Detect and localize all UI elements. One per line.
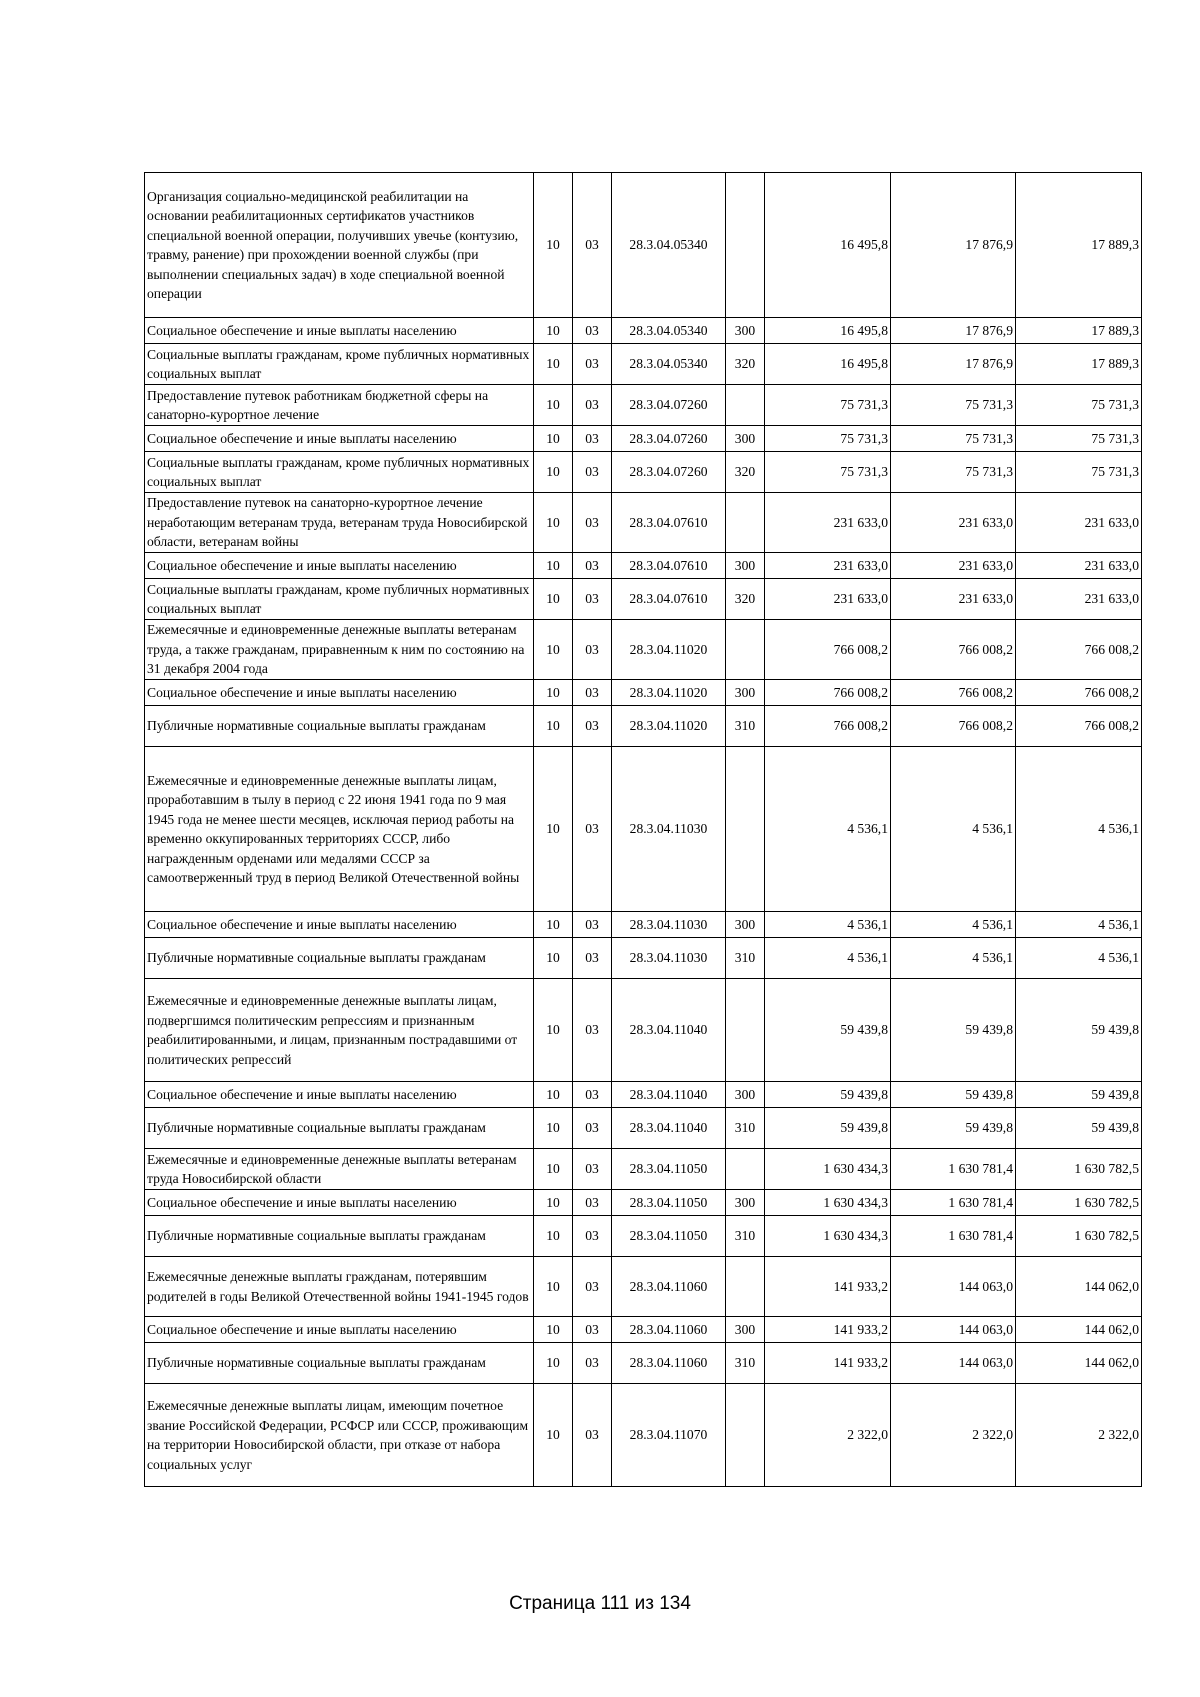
cell-target-article: 28.3.04.11020: [612, 620, 726, 680]
cell-target-article: 28.3.04.11020: [612, 706, 726, 747]
cell-subsection: 03: [573, 385, 612, 426]
cell-amount-1: 75 731,3: [765, 452, 891, 493]
cell-section: 10: [534, 344, 573, 385]
cell-amount-1: 141 933,2: [765, 1257, 891, 1317]
cell-target-article: 28.3.04.05340: [612, 318, 726, 344]
cell-subsection: 03: [573, 979, 612, 1082]
cell-expense-type: 310: [726, 1216, 765, 1257]
cell-section: 10: [534, 1317, 573, 1343]
cell-name: Предоставление путевок работникам бюджетной сферы на санаторно-курортное лечение: [145, 385, 534, 426]
cell-subsection: 03: [573, 452, 612, 493]
cell-name: Публичные нормативные социальные выплаты гражданам: [145, 1216, 534, 1257]
cell-amount-1: 231 633,0: [765, 579, 891, 620]
cell-subsection: 03: [573, 344, 612, 385]
cell-name: Публичные нормативные социальные выплаты гражданам: [145, 706, 534, 747]
cell-subsection: 03: [573, 912, 612, 938]
cell-subsection: 03: [573, 680, 612, 706]
table-row: [145, 1082, 1142, 1108]
cell-name: Публичные нормативные социальные выплаты гражданам: [145, 1108, 534, 1149]
table-row: [145, 318, 1142, 344]
cell-target-article: 28.3.04.11040: [612, 1108, 726, 1149]
cell-subsection: 03: [573, 579, 612, 620]
cell-name: Социальные выплаты гражданам, кроме публичных нормативных социальных выплат: [145, 452, 534, 493]
cell-amount-2: 1 630 781,4: [891, 1216, 1016, 1257]
cell-amount-2: 4 536,1: [891, 747, 1016, 912]
cell-expense-type: 300: [726, 1082, 765, 1108]
cell-subsection: 03: [573, 318, 612, 344]
cell-amount-2: 17 876,9: [891, 173, 1016, 318]
cell-name: Социальные выплаты гражданам, кроме публичных нормативных социальных выплат: [145, 344, 534, 385]
cell-section: 10: [534, 318, 573, 344]
cell-amount-1: 59 439,8: [765, 1108, 891, 1149]
cell-target-article: 28.3.04.11070: [612, 1384, 726, 1487]
cell-amount-3: 144 062,0: [1016, 1317, 1142, 1343]
cell-target-article: 28.3.04.11050: [612, 1190, 726, 1216]
cell-amount-1: 231 633,0: [765, 553, 891, 579]
cell-subsection: 03: [573, 620, 612, 680]
cell-section: 10: [534, 426, 573, 452]
cell-amount-2: 766 008,2: [891, 706, 1016, 747]
cell-amount-2: 231 633,0: [891, 553, 1016, 579]
cell-name: Ежемесячные и единовременные денежные выплаты лицам, подвергшимся политическим репрессиям и признанным реабилитированными, и лицам, признанным пострадавшими от политических репрессий: [145, 979, 534, 1082]
table-row: [145, 493, 1142, 553]
cell-section: 10: [534, 1216, 573, 1257]
cell-amount-1: 59 439,8: [765, 979, 891, 1082]
cell-expense-type: 300: [726, 318, 765, 344]
cell-target-article: 28.3.04.11050: [612, 1149, 726, 1190]
table-body: [145, 173, 1142, 1487]
cell-subsection: 03: [573, 1216, 612, 1257]
cell-section: 10: [534, 938, 573, 979]
cell-amount-2: 2 322,0: [891, 1384, 1016, 1487]
table-row: [145, 1343, 1142, 1384]
table-row: [145, 385, 1142, 426]
cell-expense-type: 300: [726, 1190, 765, 1216]
cell-subsection: 03: [573, 1082, 612, 1108]
cell-amount-3: 4 536,1: [1016, 912, 1142, 938]
cell-amount-1: 231 633,0: [765, 493, 891, 553]
table-row: [145, 553, 1142, 579]
table-row: [145, 620, 1142, 680]
cell-name: Социальное обеспечение и иные выплаты населению: [145, 1317, 534, 1343]
cell-amount-1: 766 008,2: [765, 620, 891, 680]
table-row: [145, 452, 1142, 493]
cell-amount-3: 4 536,1: [1016, 938, 1142, 979]
cell-amount-1: 766 008,2: [765, 680, 891, 706]
cell-name: Социальные выплаты гражданам, кроме публичных нормативных социальных выплат: [145, 579, 534, 620]
table-row: [145, 173, 1142, 318]
cell-section: 10: [534, 1082, 573, 1108]
cell-amount-1: 59 439,8: [765, 1082, 891, 1108]
cell-subsection: 03: [573, 1317, 612, 1343]
table-row: [145, 344, 1142, 385]
budget-table: [144, 172, 1142, 1487]
cell-amount-3: 144 062,0: [1016, 1257, 1142, 1317]
table-row: [145, 1149, 1142, 1190]
cell-section: 10: [534, 912, 573, 938]
cell-expense-type: 300: [726, 553, 765, 579]
cell-subsection: 03: [573, 1343, 612, 1384]
table-row: [145, 938, 1142, 979]
cell-amount-2: 75 731,3: [891, 426, 1016, 452]
cell-name: Социальное обеспечение и иные выплаты населению: [145, 912, 534, 938]
cell-expense-type: 320: [726, 452, 765, 493]
cell-amount-2: 144 063,0: [891, 1257, 1016, 1317]
cell-expense-type: 310: [726, 1108, 765, 1149]
cell-amount-3: 59 439,8: [1016, 1082, 1142, 1108]
cell-target-article: 28.3.04.07610: [612, 553, 726, 579]
cell-expense-type: [726, 1149, 765, 1190]
table-row: [145, 1108, 1142, 1149]
cell-amount-2: 4 536,1: [891, 912, 1016, 938]
cell-subsection: 03: [573, 553, 612, 579]
cell-amount-3: 1 630 782,5: [1016, 1216, 1142, 1257]
cell-amount-1: 766 008,2: [765, 706, 891, 747]
cell-amount-3: 75 731,3: [1016, 426, 1142, 452]
cell-amount-2: 17 876,9: [891, 344, 1016, 385]
cell-target-article: 28.3.04.07260: [612, 426, 726, 452]
cell-amount-2: 766 008,2: [891, 680, 1016, 706]
table-row: [145, 979, 1142, 1082]
cell-expense-type: [726, 1257, 765, 1317]
table-row: [145, 1257, 1142, 1317]
cell-amount-3: 766 008,2: [1016, 706, 1142, 747]
cell-amount-3: 4 536,1: [1016, 747, 1142, 912]
cell-target-article: 28.3.04.07610: [612, 493, 726, 553]
cell-name: Социальное обеспечение и иные выплаты населению: [145, 680, 534, 706]
cell-amount-1: 75 731,3: [765, 385, 891, 426]
cell-section: 10: [534, 620, 573, 680]
table-row: [145, 706, 1142, 747]
cell-amount-3: 766 008,2: [1016, 620, 1142, 680]
cell-expense-type: 300: [726, 680, 765, 706]
cell-amount-1: 75 731,3: [765, 426, 891, 452]
cell-section: 10: [534, 553, 573, 579]
cell-name: Социальное обеспечение и иные выплаты населению: [145, 318, 534, 344]
cell-section: 10: [534, 385, 573, 426]
cell-amount-1: 4 536,1: [765, 912, 891, 938]
cell-amount-3: 59 439,8: [1016, 979, 1142, 1082]
cell-target-article: 28.3.04.11030: [612, 747, 726, 912]
table-row: [145, 747, 1142, 912]
cell-amount-1: 2 322,0: [765, 1384, 891, 1487]
cell-name: Ежемесячные денежные выплаты лицам, имеющим почетное звание Российской Федерации, РСФСР или СССР, проживающим на территории Новосибирской области, при отказе от набора социальных услуг: [145, 1384, 534, 1487]
cell-section: 10: [534, 1149, 573, 1190]
cell-section: 10: [534, 680, 573, 706]
cell-target-article: 28.3.04.07260: [612, 452, 726, 493]
cell-amount-1: 141 933,2: [765, 1317, 891, 1343]
cell-amount-3: 1 630 782,5: [1016, 1149, 1142, 1190]
page-number: Страница 111 из 134: [509, 1593, 691, 1614]
table-row: [145, 1384, 1142, 1487]
cell-amount-1: 141 933,2: [765, 1343, 891, 1384]
cell-target-article: 28.3.04.11060: [612, 1317, 726, 1343]
cell-subsection: 03: [573, 426, 612, 452]
cell-amount-2: 4 536,1: [891, 938, 1016, 979]
cell-amount-3: 17 889,3: [1016, 318, 1142, 344]
cell-expense-type: [726, 173, 765, 318]
cell-target-article: 28.3.04.11040: [612, 979, 726, 1082]
cell-amount-1: 16 495,8: [765, 173, 891, 318]
cell-expense-type: 310: [726, 938, 765, 979]
cell-subsection: 03: [573, 747, 612, 912]
cell-subsection: 03: [573, 1257, 612, 1317]
cell-expense-type: [726, 747, 765, 912]
budget-table-container: [144, 172, 1141, 1487]
cell-target-article: 28.3.04.11060: [612, 1257, 726, 1317]
cell-amount-1: 16 495,8: [765, 318, 891, 344]
table-row: [145, 1216, 1142, 1257]
cell-section: 10: [534, 173, 573, 318]
cell-amount-3: 2 322,0: [1016, 1384, 1142, 1487]
cell-amount-3: 766 008,2: [1016, 680, 1142, 706]
cell-section: 10: [534, 1257, 573, 1317]
cell-amount-3: 231 633,0: [1016, 579, 1142, 620]
cell-target-article: 28.3.04.07260: [612, 385, 726, 426]
cell-amount-3: 231 633,0: [1016, 553, 1142, 579]
cell-name: Социальное обеспечение и иные выплаты населению: [145, 1082, 534, 1108]
cell-amount-2: 75 731,3: [891, 385, 1016, 426]
cell-subsection: 03: [573, 938, 612, 979]
cell-subsection: 03: [573, 1108, 612, 1149]
cell-amount-2: 75 731,3: [891, 452, 1016, 493]
cell-amount-2: 59 439,8: [891, 1082, 1016, 1108]
cell-name: Ежемесячные и единовременные денежные выплаты ветеранам труда, а также гражданам, приравненным к ним по состоянию на 31 декабря 2004 года: [145, 620, 534, 680]
cell-name: Социальное обеспечение и иные выплаты населению: [145, 553, 534, 579]
cell-amount-2: 1 630 781,4: [891, 1190, 1016, 1216]
cell-amount-1: 1 630 434,3: [765, 1149, 891, 1190]
cell-name: Социальное обеспечение и иные выплаты населению: [145, 426, 534, 452]
cell-name: Ежемесячные и единовременные денежные выплаты ветеранам труда Новосибирской области: [145, 1149, 534, 1190]
cell-subsection: 03: [573, 173, 612, 318]
cell-target-article: 28.3.04.11060: [612, 1343, 726, 1384]
cell-subsection: 03: [573, 1384, 612, 1487]
table-row: [145, 579, 1142, 620]
cell-expense-type: 320: [726, 344, 765, 385]
cell-section: 10: [534, 1384, 573, 1487]
cell-target-article: 28.3.04.11030: [612, 912, 726, 938]
table-row: [145, 680, 1142, 706]
cell-amount-2: 144 063,0: [891, 1343, 1016, 1384]
cell-subsection: 03: [573, 1190, 612, 1216]
table-row: [145, 912, 1142, 938]
cell-amount-1: 4 536,1: [765, 938, 891, 979]
cell-section: 10: [534, 493, 573, 553]
cell-expense-type: [726, 979, 765, 1082]
cell-amount-2: 231 633,0: [891, 579, 1016, 620]
cell-section: 10: [534, 747, 573, 912]
cell-amount-3: 75 731,3: [1016, 385, 1142, 426]
table-row: [145, 1190, 1142, 1216]
cell-amount-2: 231 633,0: [891, 493, 1016, 553]
cell-amount-2: 59 439,8: [891, 1108, 1016, 1149]
cell-target-article: 28.3.04.11040: [612, 1082, 726, 1108]
cell-expense-type: [726, 1384, 765, 1487]
cell-section: 10: [534, 579, 573, 620]
cell-expense-type: 300: [726, 912, 765, 938]
cell-amount-1: 1 630 434,3: [765, 1190, 891, 1216]
cell-section: 10: [534, 452, 573, 493]
cell-target-article: 28.3.04.05340: [612, 344, 726, 385]
cell-subsection: 03: [573, 1149, 612, 1190]
cell-name: Ежемесячные денежные выплаты гражданам, потерявшим родителей в годы Великой Отечественной войны 1941-1945 годов: [145, 1257, 534, 1317]
cell-name: Организация социально-медицинской реабилитации на основании реабилитационных сертификатов участников специальной военной операции, получивших увечье (контузию, травму, ранение) при прохождении военной службы (при выполнении специальных задач) в ходе специальной военной операции: [145, 173, 534, 318]
cell-target-article: 28.3.04.11050: [612, 1216, 726, 1257]
cell-amount-2: 766 008,2: [891, 620, 1016, 680]
cell-expense-type: 310: [726, 1343, 765, 1384]
cell-target-article: 28.3.04.11020: [612, 680, 726, 706]
cell-name: Социальное обеспечение и иные выплаты населению: [145, 1190, 534, 1216]
cell-section: 10: [534, 1343, 573, 1384]
cell-subsection: 03: [573, 706, 612, 747]
table-row: [145, 426, 1142, 452]
cell-expense-type: 300: [726, 426, 765, 452]
cell-expense-type: 300: [726, 1317, 765, 1343]
cell-expense-type: [726, 620, 765, 680]
cell-section: 10: [534, 979, 573, 1082]
cell-amount-2: 1 630 781,4: [891, 1149, 1016, 1190]
cell-subsection: 03: [573, 493, 612, 553]
cell-amount-2: 17 876,9: [891, 318, 1016, 344]
cell-name: Публичные нормативные социальные выплаты гражданам: [145, 938, 534, 979]
cell-expense-type: 310: [726, 706, 765, 747]
cell-amount-3: 17 889,3: [1016, 344, 1142, 385]
cell-amount-3: 144 062,0: [1016, 1343, 1142, 1384]
cell-amount-3: 1 630 782,5: [1016, 1190, 1142, 1216]
cell-amount-3: 17 889,3: [1016, 173, 1142, 318]
cell-amount-1: 16 495,8: [765, 344, 891, 385]
cell-name: Ежемесячные и единовременные денежные выплаты лицам, проработавшим в тылу в период с 22 июня 1941 года по 9 мая 1945 года не менее шести месяцев, исключая период работы на временно оккупированных территориях СССР, либо награжденным орденами или медалями СССР за самоотверженный труд в период Великой Отечественной войны: [145, 747, 534, 912]
cell-section: 10: [534, 1108, 573, 1149]
cell-amount-1: 1 630 434,3: [765, 1216, 891, 1257]
cell-amount-2: 59 439,8: [891, 979, 1016, 1082]
cell-amount-3: 59 439,8: [1016, 1108, 1142, 1149]
cell-amount-2: 144 063,0: [891, 1317, 1016, 1343]
cell-expense-type: [726, 385, 765, 426]
cell-amount-1: 4 536,1: [765, 747, 891, 912]
cell-name: Публичные нормативные социальные выплаты гражданам: [145, 1343, 534, 1384]
cell-name: Предоставление путевок на санаторно-курортное лечение неработающим ветеранам труда, ветеранам труда Новосибирской области, ветеранам войны: [145, 493, 534, 553]
cell-section: 10: [534, 1190, 573, 1216]
cell-amount-3: 75 731,3: [1016, 452, 1142, 493]
table-row: [145, 1317, 1142, 1343]
cell-target-article: 28.3.04.07610: [612, 579, 726, 620]
cell-section: 10: [534, 706, 573, 747]
cell-expense-type: 320: [726, 579, 765, 620]
cell-expense-type: [726, 493, 765, 553]
cell-target-article: 28.3.04.11030: [612, 938, 726, 979]
cell-target-article: 28.3.04.05340: [612, 173, 726, 318]
cell-amount-3: 231 633,0: [1016, 493, 1142, 553]
